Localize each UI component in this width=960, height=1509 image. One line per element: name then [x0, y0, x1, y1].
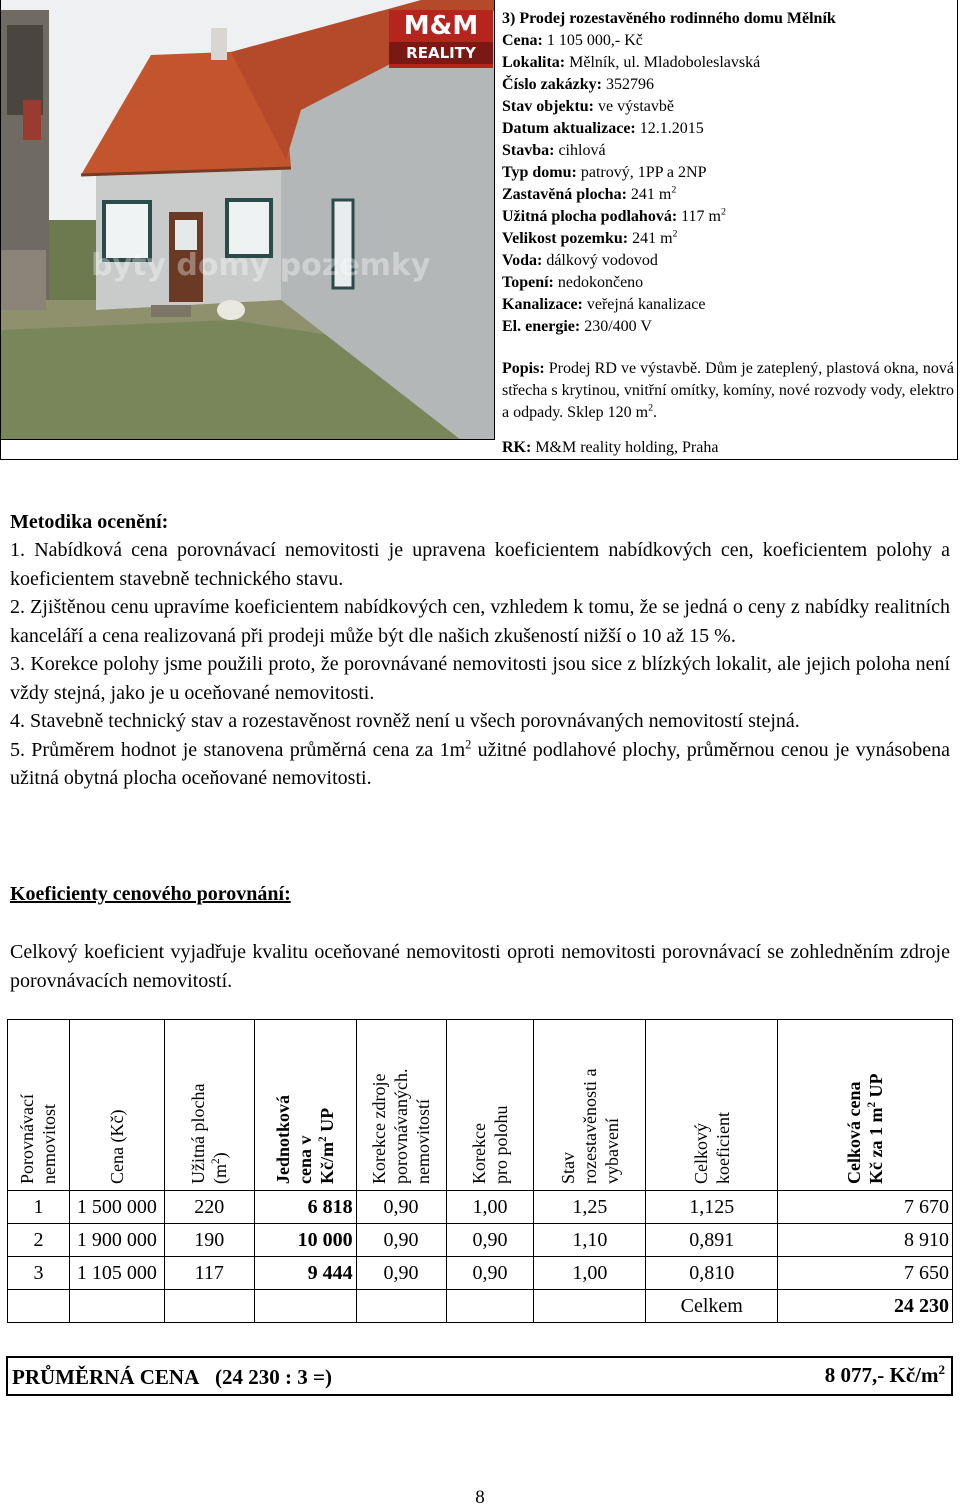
column-header-text	[468, 1106, 512, 1185]
table-cell: 1,00	[534, 1257, 646, 1290]
table-cell: 1 900 000	[69, 1224, 164, 1257]
listing-detail-row	[502, 162, 954, 184]
header-line	[209, 1084, 231, 1184]
table-cell-empty	[69, 1290, 164, 1323]
listing-details	[502, 30, 954, 338]
header-line-text: Kč/m	[317, 1142, 338, 1184]
detail-label: Kanalizace:	[502, 296, 583, 313]
table-cell-empty	[446, 1290, 534, 1323]
header-line-text: Stav	[557, 1151, 578, 1184]
methodology-heading: Metodika ocenění:	[10, 511, 169, 533]
listing-detail-row	[502, 272, 954, 294]
table-cell: 1 105 000	[69, 1257, 164, 1290]
table-cell: 0,90	[356, 1191, 446, 1224]
detail-value: cihlová	[558, 142, 606, 159]
listing-detail-row	[502, 250, 954, 272]
header-line-text: Kč za 1 m	[866, 1107, 887, 1184]
column-header	[69, 1020, 164, 1191]
detail-sup: 2	[671, 184, 677, 196]
table-cell: 9 444	[254, 1257, 356, 1290]
column-header-text	[187, 1084, 231, 1184]
column-header	[164, 1020, 254, 1191]
header-line	[579, 1069, 601, 1184]
header-line-text: Porovnávací	[17, 1094, 38, 1184]
detail-sup: 2	[672, 228, 678, 240]
popis-end: .	[653, 404, 658, 421]
header-line-text: koeficient	[712, 1112, 733, 1184]
listing-detail-row	[502, 184, 954, 206]
table-cell: 1	[8, 1191, 70, 1224]
rk-value: M&M reality holding, Praha	[535, 439, 719, 456]
methodology-list	[10, 536, 950, 793]
detail-label: Zastavěná plocha:	[502, 186, 627, 203]
listing-detail-row	[502, 294, 954, 316]
header-line-text: nemovitost	[39, 1104, 60, 1184]
column-header	[446, 1020, 534, 1191]
listing-detail-row	[502, 140, 954, 162]
item-num: 3.	[10, 653, 25, 675]
column-header	[778, 1020, 953, 1191]
header-line	[106, 1110, 128, 1184]
header-line-text: Celková cena	[844, 1081, 865, 1184]
detail-label: Voda:	[502, 252, 543, 269]
detail-value: Mělník, ul. Mladoboleslavská	[569, 54, 761, 71]
avg-value-text: 8 077,- Kč/m	[824, 1363, 939, 1387]
header-line	[16, 1094, 38, 1184]
rk-label: RK:	[502, 439, 532, 456]
table-cell: 2	[8, 1224, 70, 1257]
methodology-item-2	[10, 593, 950, 650]
popis-text: Prodej RD ve výstavbě. Dům je zateplený, plastová okna, nová střecha s krytinou, vnitřní omítky, komíny, nové rozvody vody, elektro a odpady. Sklep 120 m	[502, 360, 955, 421]
table-header-row	[8, 1020, 953, 1191]
detail-value: 230/400 V	[584, 318, 652, 335]
detail-value: ve výstavbě	[598, 98, 674, 115]
header-sup: 2	[866, 1101, 879, 1108]
header-line	[368, 1069, 390, 1184]
table-cell: 0,90	[356, 1224, 446, 1257]
header-line-text: Cena (Kč)	[106, 1109, 127, 1184]
house-photo	[1, 0, 495, 440]
listing-info	[502, 8, 954, 459]
detail-label: Lokalita:	[502, 54, 566, 71]
photo-watermark: byty domy pozemky	[91, 248, 431, 283]
listing-box	[0, 0, 958, 460]
item-text: Korekce polohy jsme použili proto, že porovnávané nemovitosti jsou sice z blízkých lokalit, ale jejich poloha není vždy stejná, jako je u oceňované nemovitosti.	[10, 653, 950, 704]
column-header	[254, 1020, 356, 1191]
header-line-text: cena v	[295, 1135, 316, 1184]
table-cell: 1 500 000	[69, 1191, 164, 1224]
detail-value: nedokončeno	[557, 274, 644, 291]
header-line-text: porovnávaných.	[391, 1068, 412, 1184]
detail-value: 117 m	[681, 208, 721, 225]
table-row	[8, 1224, 953, 1257]
detail-value: patrový, 1PP a 2NP	[580, 164, 707, 181]
table-cell-empty	[356, 1290, 446, 1323]
header-sup: 2	[317, 1136, 330, 1142]
detail-value: 352796	[606, 76, 654, 93]
detail-value: dálkový vodovod	[546, 252, 658, 269]
table-cell: 0,90	[446, 1224, 534, 1257]
header-line	[412, 1069, 434, 1184]
header-line-text: pro polohu	[490, 1105, 511, 1184]
column-header-text	[843, 1073, 887, 1184]
detail-sup: 2	[721, 206, 726, 218]
logo-text-main: M&M	[403, 11, 479, 41]
header-line	[865, 1073, 887, 1184]
table-cell: 0,810	[646, 1257, 778, 1290]
header-line	[490, 1106, 512, 1185]
methodology-item-5	[10, 736, 950, 793]
header-line	[390, 1069, 412, 1184]
item-text: Zjištěnou cenu upravíme koeficientem nabídkových cen, vzhledem k tomu, že se jedná o ceny z nabídky realitních kanceláří a cena realizovaná při prodeji může být dle našich zkušeností nižší o 10 až 15 %.	[10, 596, 951, 647]
table-body	[8, 1191, 953, 1323]
table-cell: 7 650	[778, 1257, 953, 1290]
table-cell: 1,10	[534, 1224, 646, 1257]
column-header-text	[368, 1069, 434, 1184]
item-text: Průměrem hodnot je stanovena průměrná cena za 1m	[31, 738, 466, 761]
popis-sup: 2	[648, 402, 654, 414]
detail-label: Stavba:	[502, 142, 555, 159]
header-line	[843, 1073, 865, 1184]
table-cell-empty	[254, 1290, 356, 1323]
table-row	[8, 1257, 953, 1290]
header-line	[187, 1084, 209, 1184]
average-price-value	[825, 1363, 945, 1388]
header-line	[38, 1094, 60, 1184]
detail-label: Stav objektu:	[502, 98, 595, 115]
item-text-cont: užitné podlahové plochy, průměrnou cenou je vynásobena užitná obytná plocha oceňované nemovitosti.	[10, 738, 951, 789]
detail-label: Typ domu:	[502, 164, 577, 181]
detail-label: Číslo zakázky:	[502, 76, 602, 93]
listing-detail-row	[502, 74, 954, 96]
table-cell-empty	[534, 1290, 646, 1323]
comparison-table	[7, 1019, 953, 1323]
methodology-item-1	[10, 536, 950, 593]
table-cell: 1,125	[646, 1191, 778, 1224]
listing-detail-row	[502, 228, 954, 250]
table-cell: 0,90	[446, 1257, 534, 1290]
item-text: Stavebně technický stav a rozestavěnost rovněž není u všech porovnávaných nemovitostí stejná.	[30, 710, 800, 732]
detail-value: veřejná kanalizace	[586, 296, 706, 313]
column-header	[8, 1020, 70, 1191]
item-sup: 2	[465, 736, 472, 751]
listing-agency	[502, 437, 954, 459]
header-line-text: nemovitostí	[413, 1099, 434, 1184]
popis-label: Popis:	[502, 360, 545, 377]
detail-label: Cena:	[502, 32, 543, 49]
table-cell: 220	[164, 1191, 254, 1224]
header-line	[712, 1112, 734, 1184]
header-line-text: Korekce zdroje	[369, 1073, 390, 1184]
listing-detail-row	[502, 118, 954, 140]
header-line	[690, 1112, 712, 1184]
column-header	[534, 1020, 646, 1191]
brand-logo	[389, 10, 493, 68]
header-sup: 2	[210, 1158, 223, 1164]
methodology-item-4	[10, 707, 950, 736]
methodology-item-3	[10, 650, 950, 707]
header-line	[468, 1106, 490, 1185]
table-total-row	[8, 1290, 953, 1323]
detail-value: 1 105 000,- Kč	[546, 32, 643, 49]
item-num: 2.	[10, 596, 25, 618]
header-line-end: UP	[317, 1107, 338, 1137]
header-line	[557, 1069, 579, 1184]
header-line-text: vybavení	[601, 1118, 622, 1184]
item-num: 5.	[10, 738, 25, 761]
header-line-text: Korekce	[468, 1123, 489, 1184]
column-header-text	[16, 1094, 60, 1184]
table-cell-empty	[8, 1290, 70, 1323]
header-line	[294, 1095, 316, 1184]
detail-value: 241 m	[632, 230, 673, 247]
average-price-label	[12, 1365, 332, 1390]
avg-value-sup: 2	[938, 1362, 945, 1377]
header-line-text: (m	[210, 1164, 231, 1184]
total-value: 24 230	[778, 1290, 953, 1323]
detail-label: Datum aktualizace:	[502, 120, 636, 137]
table-cell: 1,00	[446, 1191, 534, 1224]
table-row	[8, 1191, 953, 1224]
detail-label: Užitná plocha podlahová:	[502, 208, 678, 225]
column-header-text	[272, 1095, 338, 1184]
average-price-box	[6, 1356, 953, 1396]
header-line	[316, 1095, 338, 1184]
avg-label-text: PRŮMĚRNÁ CENA	[12, 1365, 200, 1389]
table-cell: 0,90	[356, 1257, 446, 1290]
header-line-text: Užitná plocha	[188, 1083, 209, 1184]
table-cell: 117	[164, 1257, 254, 1290]
avg-formula: (24 230 : 3 =)	[215, 1365, 332, 1389]
table-cell: 0,891	[646, 1224, 778, 1257]
detail-label: El. energie:	[502, 318, 581, 335]
column-header	[646, 1020, 778, 1191]
header-line-end: )	[210, 1152, 231, 1159]
item-num: 4.	[10, 710, 25, 732]
logo-text-sub: REALITY	[389, 42, 493, 64]
header-line	[601, 1069, 623, 1184]
table-cell-empty	[164, 1290, 254, 1323]
listing-detail-row	[502, 206, 954, 228]
table-cell: 10 000	[254, 1224, 356, 1257]
listing-description	[502, 358, 954, 424]
table-cell: 8 910	[778, 1224, 953, 1257]
header-line	[272, 1095, 294, 1184]
header-line-text: rozestavěnosti a	[579, 1068, 600, 1184]
listing-detail-row	[502, 52, 954, 74]
detail-label: Velikost pozemku:	[502, 230, 629, 247]
table-cell: 6 818	[254, 1191, 356, 1224]
detail-label: Topení:	[502, 274, 554, 291]
item-num: 1.	[10, 539, 25, 561]
column-header	[356, 1020, 446, 1191]
listing-detail-row	[502, 96, 954, 118]
listing-detail-row	[502, 30, 954, 52]
detail-value: 12.1.2015	[639, 120, 704, 137]
table-cell: 3	[8, 1257, 70, 1290]
header-line-text: Celkový	[690, 1123, 711, 1184]
table-cell: 7 670	[778, 1191, 953, 1224]
coefficients-text: Celkový koeficient vyjadřuje kvalitu oceňované nemovitosti oproti nemovitosti porovnávací se zohledněním zdroje porovnávacích nemovitostí.	[10, 941, 950, 992]
header-line-text: Jednotková	[273, 1094, 294, 1184]
listing-title: 3) Prodej rozestavěného rodinného domu Mělník	[502, 10, 836, 27]
header-line-end: UP	[866, 1073, 887, 1102]
total-label: Celkem	[646, 1290, 778, 1323]
table-cell: 190	[164, 1224, 254, 1257]
listing-detail-row	[502, 316, 954, 338]
coefficients-heading: Koeficienty cenového porovnání:	[10, 883, 291, 905]
table-cell: 1,25	[534, 1191, 646, 1224]
detail-value: 241 m	[630, 186, 672, 203]
item-text: Nabídková cena porovnávací nemovitosti je upravena koeficientem nabídkových cen, koeficientem polohy a koeficientem stavebně technického stavu.	[10, 539, 951, 590]
column-header-text	[106, 1110, 128, 1184]
column-header-text	[690, 1112, 734, 1184]
column-header-text	[557, 1069, 623, 1184]
page-number: 8	[475, 1487, 485, 1508]
